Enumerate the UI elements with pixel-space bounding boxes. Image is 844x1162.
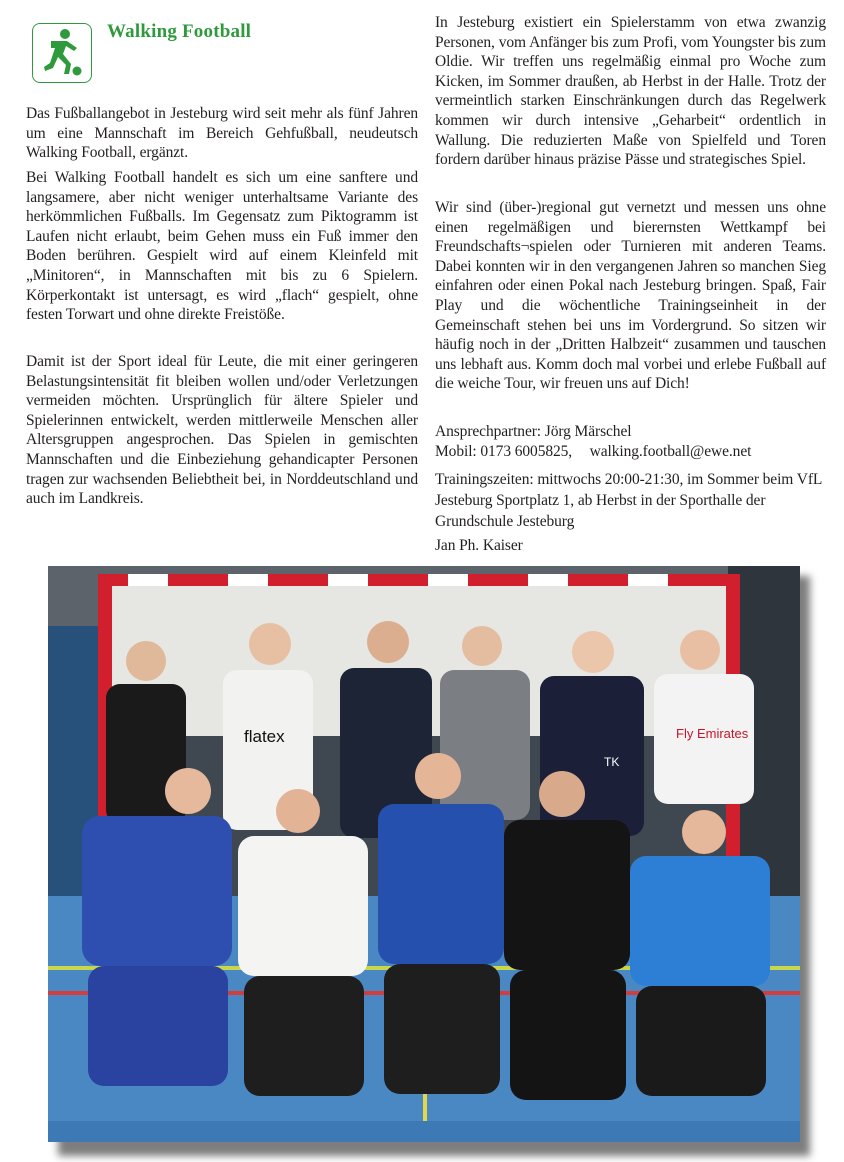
paragraph-intro: Das Fußballangebot in Jesteburg wird seit mehr als fünf Jahren um eine Mannschaft im Bereich Gehfußball, neudeutsch Walking Football, ergänzt. [26, 105, 418, 162]
contact-email[interactable]: walking.football@ewe.net [589, 443, 752, 460]
paragraph-network: Wir sind (über-)regional gut vernetzt und messen uns ohne einen regelmäßigen und bierernsten Wettkampf bei Freundschafts¬spielen oder Turnieren mit anderen Teams. Dabei konnten wir in den vergangenen Jahren so manchen Sieg einfahren oder einen Pokal nach Jesteburg bringen. Spaß, Fair Play und die wöchentliche Trainingseinheit in der Gemeinschaft stehen bei uns im Vordergrund. So sitzen wir häufig noch in der „Dritten Halbzeit“ zusammen und tauschen uns lebhaft aus. Komm doch mal vorbei und erlebe Fußball auf die weiche Tour, wir freuen uns auf Dich! [435, 199, 826, 393]
soccer-player-icon-graphic [33, 24, 90, 81]
shirt-sponsor: flatex [244, 727, 285, 746]
paragraph-benefits: Damit ist der Sport ideal für Leute, die mit einer geringeren Belastungsintensität fit bleiben wollen und/oder Verletzungen vermeiden möchten. Ursprünglich für ältere Spieler und Spielerinnen entwickelt, werden mittlerweile Menschen aller Altersgruppen angesprochen. Das Spielen in gemischten Mannschaften und die Einbeziehung gehandicapter Personen tragen zur wachsenden Beliebtheit bei, in Norddeutschland und auch im Landkreis. [26, 353, 418, 508]
shirt-initials: TK [604, 755, 620, 769]
article-title: Walking Football [107, 21, 252, 42]
paragraph-rules: Bei Walking Football handelt es sich um eine sanftere und langsamere, aber nicht weniger unterhaltsame Variante des herkömmlichen Fußballs. Im Gegensatz zum Piktogramm ist Laufen nicht erlaubt, beim Gehen muss ein Fuß immer den Boden berühren. Gespielt wird auf einem Kleinfeld mit „Minitoren“, in Mannschaften mit bis zu 6 Spielern. Körperkontakt ist untersagt, es wird „flach“ gespielt, ohne festen Torwart und ohne direkte Freistöße. [26, 169, 418, 324]
contact-mobile: Mobil: 0173 6005825, [435, 443, 573, 460]
shirt-sponsor-2: Fly Emirates [676, 726, 749, 741]
contact-person: Ansprechpartner: Jörg Märschel [435, 423, 632, 440]
contact-line [435, 442, 826, 462]
team-photo [48, 566, 800, 1142]
paragraph-team: In Jesteburg existiert ein Spielerstamm von etwa zwanzig Personen, vom Anfänger bis zum Profi, vom Youngster bis zum Oldie. Wir treffen uns regelmäßig einmal pro Woche zum Kicken, im Sommer draußen, ab Herbst in der Halle. Trotz der vermeintlich starken Einschränkungen durch das Regelwerk kommen wir durch intensive „Geharbeit“ ordentlich in Wallung. Die reduzierten Maße von Spielfeld und Toren fordern darüber hinaus präzise Pässe und strategisches Spiel. [435, 14, 826, 169]
training-times: Trainingszeiten: mittwochs 20:00-21:30, im Sommer beim VfL Jesteburg Sportplatz 1, ab Herbst in der Sporthalle der Grundschule Jesteburg [435, 471, 822, 530]
author: Jan Ph. Kaiser [435, 537, 523, 554]
soccer-player-icon [32, 23, 92, 83]
